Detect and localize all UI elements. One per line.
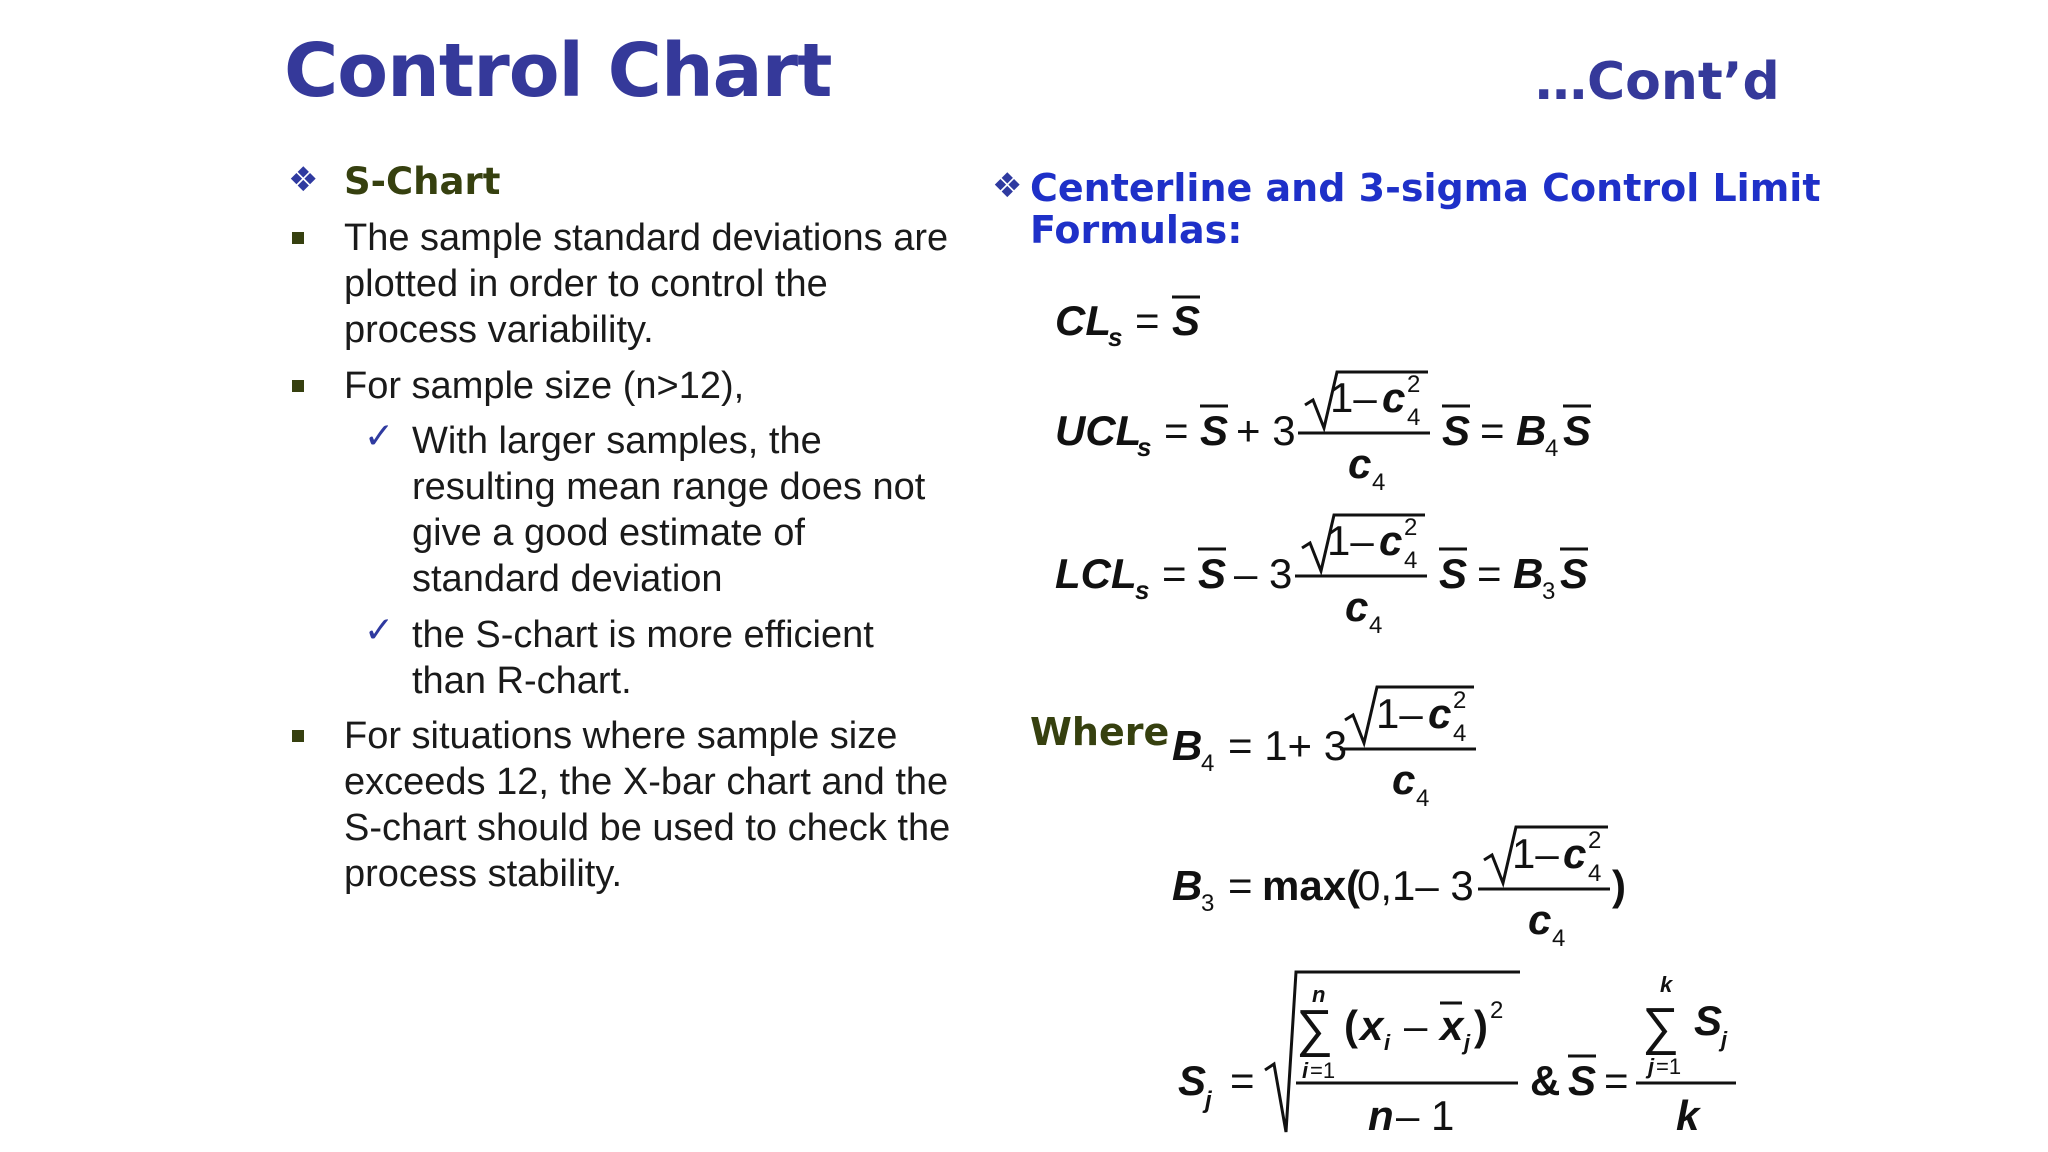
svg-text:– 1: – 1	[1396, 1092, 1455, 1139]
diamond-bullet-icon: ❖	[992, 166, 1023, 206]
svg-text:c: c	[1428, 690, 1452, 737]
svg-text:CL: CL	[1055, 297, 1111, 344]
svg-text:UCL: UCL	[1055, 407, 1142, 454]
sub2-line1: the S-chart is more efficient	[412, 614, 874, 656]
sj-formula	[1178, 972, 1736, 1139]
svg-text:j: j	[1721, 1027, 1728, 1052]
svg-text:x: x	[1440, 1002, 1464, 1049]
svg-text:s: s	[1108, 322, 1123, 352]
svg-text:2: 2	[1588, 827, 1602, 854]
diamond-bullet-icon: ❖	[288, 160, 319, 200]
svg-text:&: &	[1530, 1057, 1561, 1104]
svg-text:s: s	[1137, 432, 1152, 462]
svg-text:c: c	[1345, 583, 1369, 630]
s-chart-heading: S-Chart	[344, 160, 501, 203]
bullet3-line4: process stability.	[344, 853, 623, 895]
ucl-formula	[1055, 371, 1591, 496]
svg-text:B: B	[1513, 550, 1544, 597]
sub1-line3: give a good estimate of	[412, 512, 805, 554]
svg-text:c: c	[1392, 756, 1416, 803]
svg-text:4: 4	[1416, 785, 1430, 812]
checkmark-icon: ✓	[364, 416, 395, 457]
bullet2-text: For sample size (n>12),	[344, 365, 745, 407]
lcl-formula	[1055, 514, 1588, 639]
svg-text:max(: max(	[1262, 862, 1361, 909]
svg-text:2: 2	[1404, 514, 1418, 541]
cl-formula	[1055, 297, 1200, 352]
svg-text:=: =	[1162, 550, 1187, 597]
sub1-line2: resulting mean range does not	[412, 466, 926, 508]
svg-text:): )	[1612, 862, 1626, 909]
svg-text:1–: 1–	[1330, 374, 1377, 421]
svg-text:c: c	[1348, 440, 1372, 487]
svg-text:4: 4	[1545, 435, 1559, 462]
svg-text:i: i	[1384, 1030, 1391, 1055]
svg-text:4: 4	[1588, 860, 1602, 887]
svg-text:–: –	[1404, 1002, 1428, 1049]
svg-text:=: =	[1135, 297, 1160, 344]
continued-label: …Cont’d	[1535, 52, 1780, 112]
svg-text:B: B	[1172, 862, 1203, 909]
sub2-line2: than R-chart.	[412, 660, 632, 702]
bullet1-line3: process variability.	[344, 309, 654, 351]
svg-text:j: j	[1205, 1087, 1212, 1114]
svg-text:4: 4	[1407, 404, 1421, 431]
svg-text:4: 4	[1552, 925, 1566, 952]
svg-text:S: S	[1694, 997, 1723, 1044]
formulas-heading-line2: Formulas:	[1030, 208, 1243, 252]
b3-formula	[1172, 827, 1626, 952]
bullet3-line2: exceeds 12, the X-bar chart and the	[344, 761, 949, 803]
svg-text:1–: 1–	[1376, 690, 1423, 737]
svg-text:2: 2	[1490, 997, 1504, 1024]
sub1-line1: With larger samples, the	[412, 420, 822, 462]
svg-text:n: n	[1368, 1092, 1394, 1139]
svg-text:(: (	[1344, 1002, 1358, 1049]
where-label: Where	[1030, 710, 1170, 754]
svg-text:=: =	[1477, 550, 1502, 597]
svg-text:c: c	[1563, 830, 1587, 877]
svg-text:∑: ∑	[1642, 998, 1680, 1056]
svg-text:c: c	[1379, 517, 1403, 564]
svg-text:=: =	[1228, 862, 1253, 909]
formulas-heading-line1: Centerline and 3-sigma Control Limit	[1030, 166, 1821, 210]
svg-text:k: k	[1676, 1092, 1700, 1139]
svg-text:B: B	[1516, 407, 1547, 454]
svg-text:S: S	[1172, 297, 1201, 344]
bullet3-line1: For situations where sample size	[344, 715, 898, 757]
svg-text:k: k	[1660, 972, 1673, 997]
svg-text:=: =	[1480, 407, 1505, 454]
svg-text:s: s	[1135, 575, 1150, 605]
svg-text:B: B	[1172, 722, 1203, 769]
svg-text:n: n	[1312, 982, 1326, 1007]
svg-text:c: c	[1382, 374, 1406, 421]
checkmark-icon: ✓	[364, 610, 395, 651]
svg-text:): )	[1474, 1002, 1488, 1049]
svg-text:0,1– 3: 0,1– 3	[1357, 862, 1474, 909]
bullet1-line1: The sample standard deviations are	[344, 217, 949, 259]
svg-text:LCL: LCL	[1055, 550, 1137, 597]
svg-text:=: =	[1604, 1057, 1629, 1104]
svg-text:S: S	[1439, 550, 1468, 597]
svg-text:4: 4	[1372, 469, 1386, 496]
bullet1-line2: plotted in order to control the	[344, 263, 828, 305]
svg-text:=: =	[1230, 1057, 1255, 1104]
svg-text:S: S	[1178, 1057, 1207, 1104]
svg-text:=1: =1	[1656, 1054, 1682, 1079]
svg-text:S: S	[1563, 407, 1592, 454]
svg-text:=1: =1	[1310, 1058, 1336, 1083]
b4-formula	[1172, 687, 1476, 812]
svg-text:S: S	[1198, 550, 1227, 597]
svg-text:∑: ∑	[1296, 1000, 1334, 1058]
svg-text:S: S	[1200, 407, 1229, 454]
svg-text:+ 3: + 3	[1236, 407, 1296, 454]
svg-text:= 1+ 3: = 1+ 3	[1228, 722, 1348, 769]
page-title: Control Chart	[284, 28, 832, 114]
svg-text:4: 4	[1453, 720, 1467, 747]
svg-text:1–: 1–	[1512, 830, 1559, 877]
svg-text:1–: 1–	[1327, 517, 1374, 564]
svg-text:4: 4	[1404, 547, 1418, 574]
svg-text:c: c	[1528, 896, 1552, 943]
svg-text:x: x	[1360, 1002, 1384, 1049]
svg-text:S: S	[1560, 550, 1589, 597]
svg-text:S: S	[1442, 407, 1471, 454]
svg-text:4: 4	[1201, 750, 1215, 777]
svg-text:i: i	[1302, 1058, 1309, 1083]
svg-text:2: 2	[1453, 687, 1467, 714]
sub1-line4: standard deviation	[412, 558, 723, 600]
svg-text:S: S	[1568, 1057, 1597, 1104]
svg-text:j: j	[1464, 1030, 1471, 1055]
svg-text:3: 3	[1542, 578, 1556, 605]
svg-text:3: 3	[1201, 890, 1215, 917]
svg-text:2: 2	[1407, 371, 1421, 398]
svg-text:4: 4	[1369, 612, 1383, 639]
bullet3-line3: S-chart should be used to check the	[344, 807, 951, 849]
svg-text:– 3: – 3	[1234, 550, 1293, 597]
svg-text:j: j	[1648, 1054, 1655, 1079]
svg-text:=: =	[1164, 407, 1189, 454]
